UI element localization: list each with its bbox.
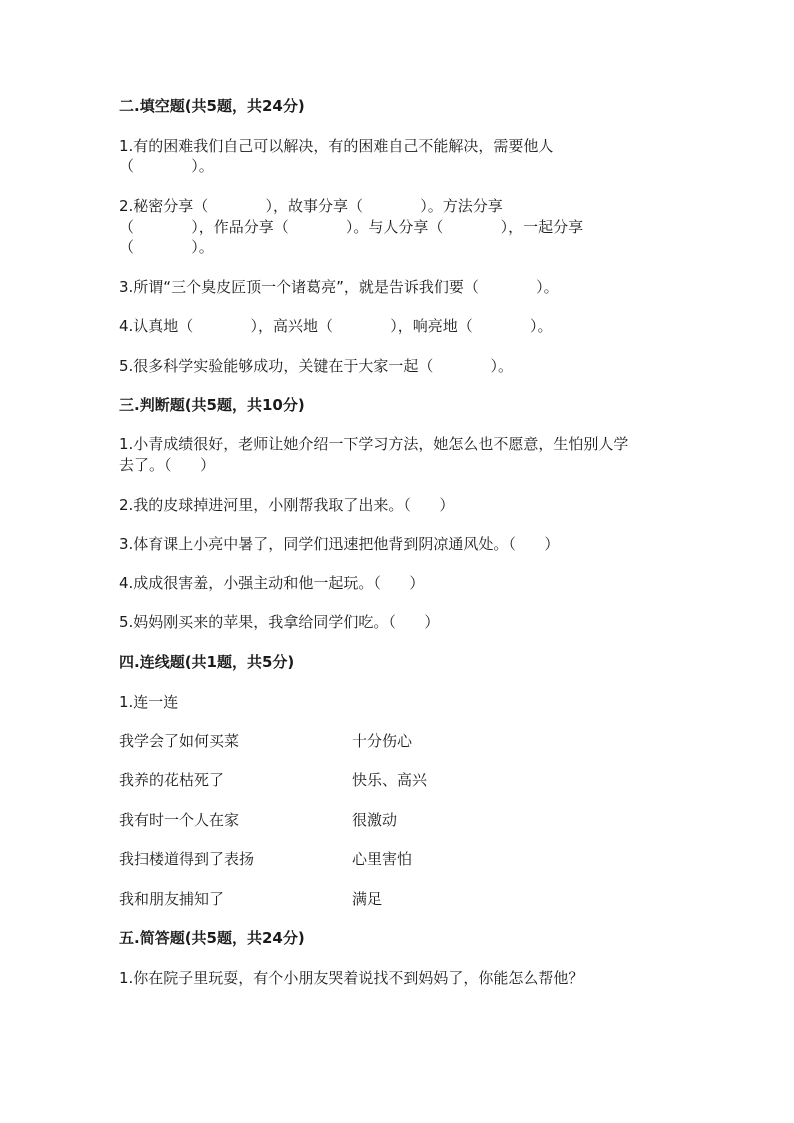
match-left-item: 我有时一个人在家 <box>119 811 240 829</box>
match-right-item: 很激动 <box>352 811 398 829</box>
fill-question-1-line-1: 1.有的困难我们自己可以解决，有的困难自己不能解决，需要他人 <box>119 137 554 155</box>
match-right-item: 满足 <box>352 890 383 908</box>
judge-question-5: 5.妈妈刚买来的苹果，我拿给同学们吃。（ ） <box>119 613 440 631</box>
match-right-item: 十分伤心 <box>352 732 413 750</box>
judge-question-3: 3.体育课上小亮中暑了，同学们迅速把他背到阴凉通风处。（ ） <box>119 535 560 553</box>
match-left-item: 我和朋友捕知了 <box>119 890 225 908</box>
judge-question-2: 2.我的皮球掉进河里，小刚帮我取了出来。（ ） <box>119 496 455 514</box>
short-question-1: 1.你在院子里玩耍，有个小朋友哭着说找不到妈妈了，你能怎么帮他？ <box>119 969 584 987</box>
fill-question-2-line-3: （ ）。 <box>119 238 214 256</box>
fill-question-4: 4.认真地（ ），高兴地（ ），响亮地（ ）。 <box>119 317 553 335</box>
fill-question-3: 3.所谓“三个臭皮匠顶一个诸葛亮”，就是告诉我们要（ ）。 <box>119 278 559 296</box>
match-question-1: 1.连一连 <box>119 693 179 711</box>
section-heading-match: 四.连线题(共1题，共5分) <box>119 653 295 671</box>
match-right-item: 快乐、高兴 <box>352 771 428 789</box>
match-left-item: 我扫楼道得到了表扬 <box>119 850 255 868</box>
fill-question-5: 5.很多科学实验能够成功，关键在于大家一起（ ）。 <box>119 357 514 375</box>
fill-question-1-line-2: （ ）。 <box>119 157 214 175</box>
match-left-item: 我养的花枯死了 <box>119 771 225 789</box>
match-left-item: 我学会了如何买菜 <box>119 732 240 750</box>
judge-question-1-line-1: 1.小青成绩很好，老师让她介绍一下学习方法，她怎么也不愿意，生怕别人学 <box>119 435 629 453</box>
fill-question-2-line-2: （ ），作品分享（ ）。与人分享（ ），一起分享 <box>119 218 584 236</box>
judge-question-1-line-2: 去了。（ ） <box>119 456 216 474</box>
match-right-item: 心里害怕 <box>352 850 413 868</box>
section-heading-fill: 二.填空题(共5题，共24分) <box>119 97 305 115</box>
section-heading-short-answer: 五.简答题(共5题，共24分) <box>119 929 305 947</box>
judge-question-4: 4.成成很害羞，小强主动和他一起玩。（ ） <box>119 574 425 592</box>
section-heading-judge: 三.判断题(共5题，共10分) <box>119 396 305 414</box>
fill-question-2-line-1: 2.秘密分享（ ），故事分享（ ）。方法分享 <box>119 197 503 215</box>
